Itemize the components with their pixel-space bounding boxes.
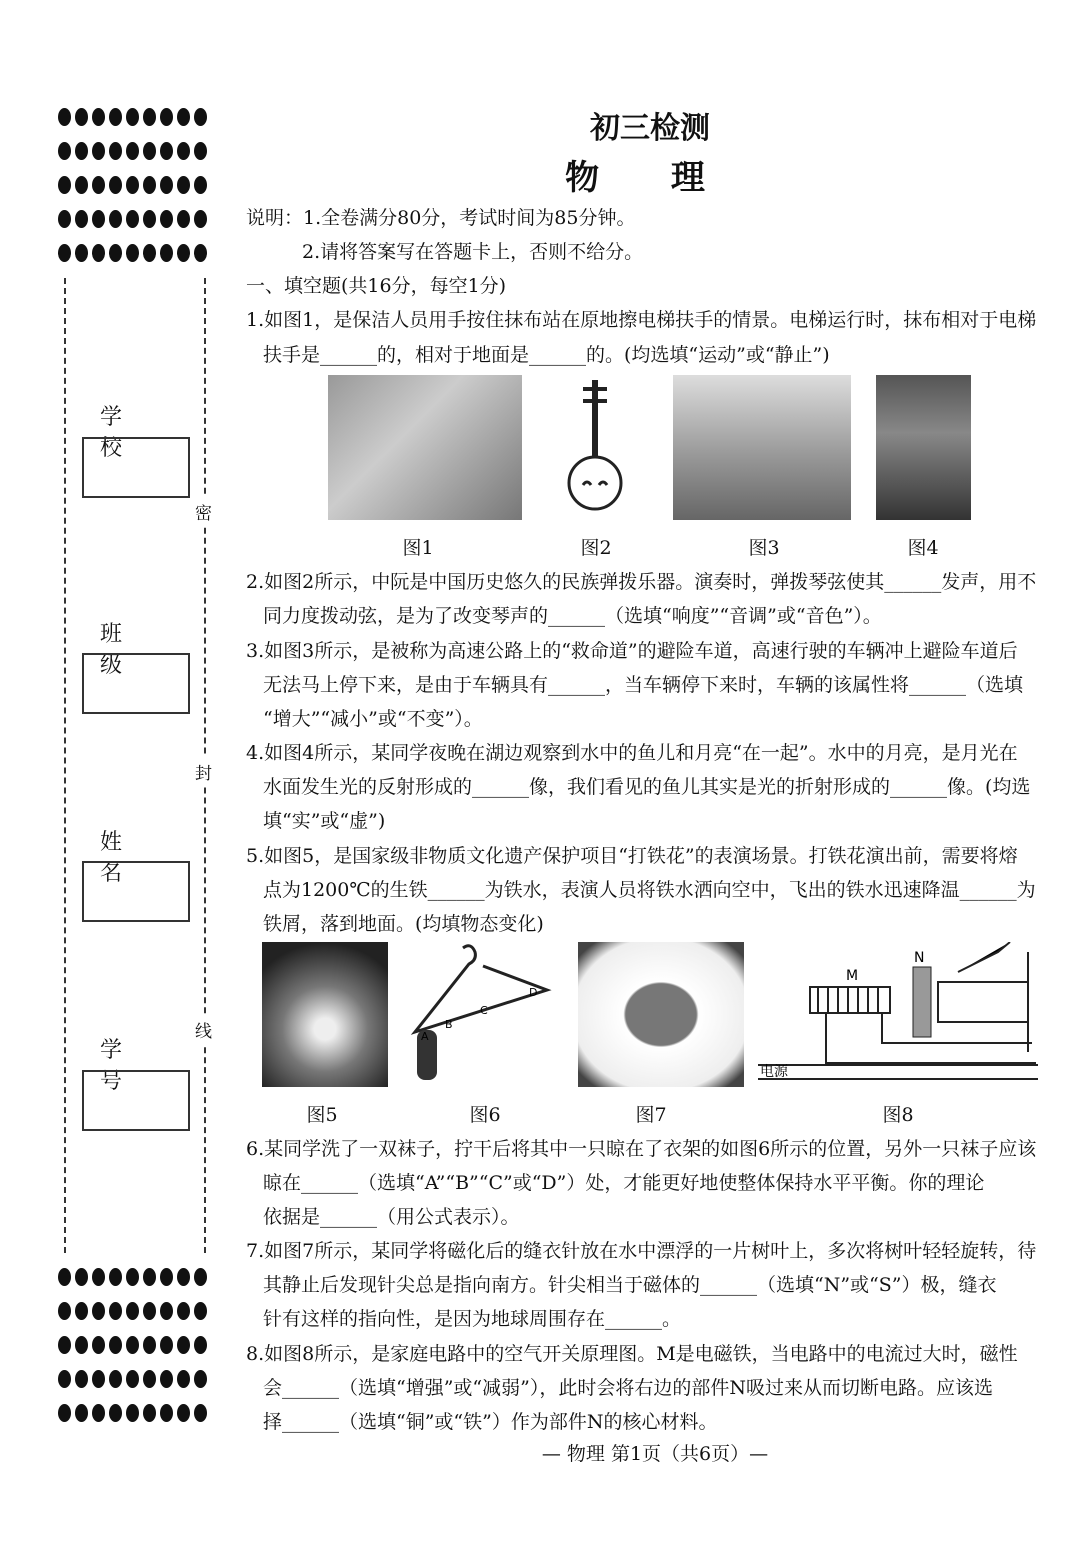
- hanger-label-a: A: [421, 1030, 429, 1043]
- dot-pattern-bottom: [58, 1268, 218, 1438]
- seal-char-mi: 密: [195, 497, 212, 526]
- binding-line-left: [64, 278, 66, 1253]
- hanger-label-b: B: [445, 1018, 453, 1031]
- figure-8-caption: 图8: [882, 1104, 914, 1126]
- number-label: 学 号: [100, 1038, 141, 1094]
- note-line: 说明：1.全卷满分80分，考试时间为85分钟。: [246, 207, 636, 229]
- question-line: 2.如图2所示，中阮是中国历史悠久的民族弹拨乐器。演奏时，弹拨琴弦使其______发声，用不: [246, 571, 1037, 593]
- question-line: 8.如图8所示，是家庭电路中的空气开关原理图。M是电磁铁，当电路中的电流过大时，磁性: [246, 1343, 1018, 1365]
- subject-title: 物 理: [565, 158, 735, 198]
- school-box[interactable]: [82, 437, 190, 498]
- question-line: 7.如图7所示，某同学将磁化后的缝衣针放在水中漂浮的一片树叶上，多次将树叶轻轻旋转，待: [246, 1240, 1037, 1262]
- question-line: 点为1200℃的生铁______为铁水，表演人员将铁水洒向空中，飞出的铁水迅速降温______为: [263, 879, 1036, 901]
- seal-char-feng: 封: [195, 757, 212, 786]
- question-line: 填“实”或“虚”): [263, 810, 386, 832]
- question-line: 3.如图3所示，是被称为高速公路上的“救命道”的避险车道，高速行驶的车辆冲上避险车道后: [246, 640, 1018, 662]
- question-line: 同力度拨动弦，是为了改变琴声的______（选填“响度”“音调”或“音色”）。: [263, 605, 882, 627]
- question-line: 4.如图4所示，某同学夜晚在湖边观察到水中的鱼儿和月亮“在一起”。水中的月亮，是月光在: [246, 742, 1018, 764]
- figure-3-image: [673, 375, 851, 520]
- question-line: 其静止后发现针尖总是指向南方。针尖相当于磁体的______（选填“N”或“S”）极，缝衣: [263, 1274, 997, 1296]
- figure-2-caption: 图2: [580, 537, 612, 559]
- power-label: 电源: [760, 1064, 788, 1080]
- question-line: 1.如图1，是保洁人员用手按住抹布站在原地擦电梯扶手的情景。电梯运行时，抹布相对于电梯: [246, 309, 1037, 331]
- figure-8-image: [758, 942, 1043, 1087]
- class-label: 班 级: [100, 622, 141, 678]
- name-label: 姓 名: [100, 830, 141, 886]
- question-line: 择______（选填“铜”或“铁”）作为部件N的核心材料。: [263, 1411, 718, 1433]
- question-line: 5.如图5，是国家级非物质文化遗产保护项目“打铁花”的表演场景。打铁花演出前，需要将熔: [246, 845, 1018, 867]
- circuit-label-m: M: [846, 968, 859, 984]
- figure-4-image: [876, 375, 971, 520]
- figure-1-caption: 图1: [402, 537, 434, 559]
- number-box[interactable]: [82, 1070, 190, 1131]
- question-line: 晾在______（选填“A”“B”“C”或“D”）处，才能更好地使整体保持水平平衡。你的理论: [263, 1172, 985, 1194]
- figure-1-image: [328, 375, 522, 520]
- page-footer: — 物理 第1页（共6页）—: [541, 1443, 769, 1465]
- question-line: 6.某同学洗了一双袜子，拧干后将其中一只晾在了衣架的如图6所示的位置，另外一只袜子应该: [246, 1138, 1037, 1160]
- name-box[interactable]: [82, 861, 190, 922]
- figure-2-image: [565, 375, 625, 520]
- figure-6-image: [405, 942, 555, 1087]
- class-box[interactable]: [82, 653, 190, 714]
- circuit-label-n: N: [914, 950, 925, 966]
- section-heading: 一、填空题(共16分，每空1分): [246, 275, 507, 297]
- hanger-label-d: D: [529, 986, 538, 999]
- figure-7-caption: 图7: [635, 1104, 667, 1126]
- question-line: 针有这样的指向性，是因为地球周围存在______。: [263, 1308, 682, 1330]
- question-line: “增大”“减小”或“不变”）。: [263, 708, 483, 730]
- figure-3-caption: 图3: [748, 537, 780, 559]
- hanger-label-c: C: [480, 1004, 488, 1017]
- seal-char-xian: 线: [195, 1015, 212, 1044]
- question-line: 会______（选填“增强”或“减弱”），此时会将右边的部件N吸过来从而切断电路。应该选: [263, 1377, 993, 1399]
- school-label: 学 校: [100, 405, 141, 461]
- question-line: 无法马上停下来，是由于车辆具有______，当车辆停下来时，车辆的该属性将______（选填: [263, 674, 1024, 696]
- figure-7-image: [578, 942, 744, 1087]
- question-line: 扶手是______的，相对于地面是______的。(均选填“运动”或“静止”): [263, 344, 830, 366]
- figure-4-caption: 图4: [907, 537, 939, 559]
- figure-5-image: [262, 942, 388, 1087]
- exam-title: 初三检测: [590, 111, 710, 146]
- figure-6-caption: 图6: [469, 1104, 501, 1126]
- note-line: 2.请将答案写在答题卡上，否则不给分。: [302, 241, 644, 263]
- question-line: 依据是______（用公式表示）。: [263, 1206, 520, 1228]
- question-line: 水面发生光的反射形成的______像，我们看见的鱼儿其实是光的折射形成的______像。(均选: [263, 776, 1031, 798]
- question-line: 铁屑，落到地面。(均填物态变化): [263, 913, 544, 935]
- figure-5-caption: 图5: [306, 1104, 338, 1126]
